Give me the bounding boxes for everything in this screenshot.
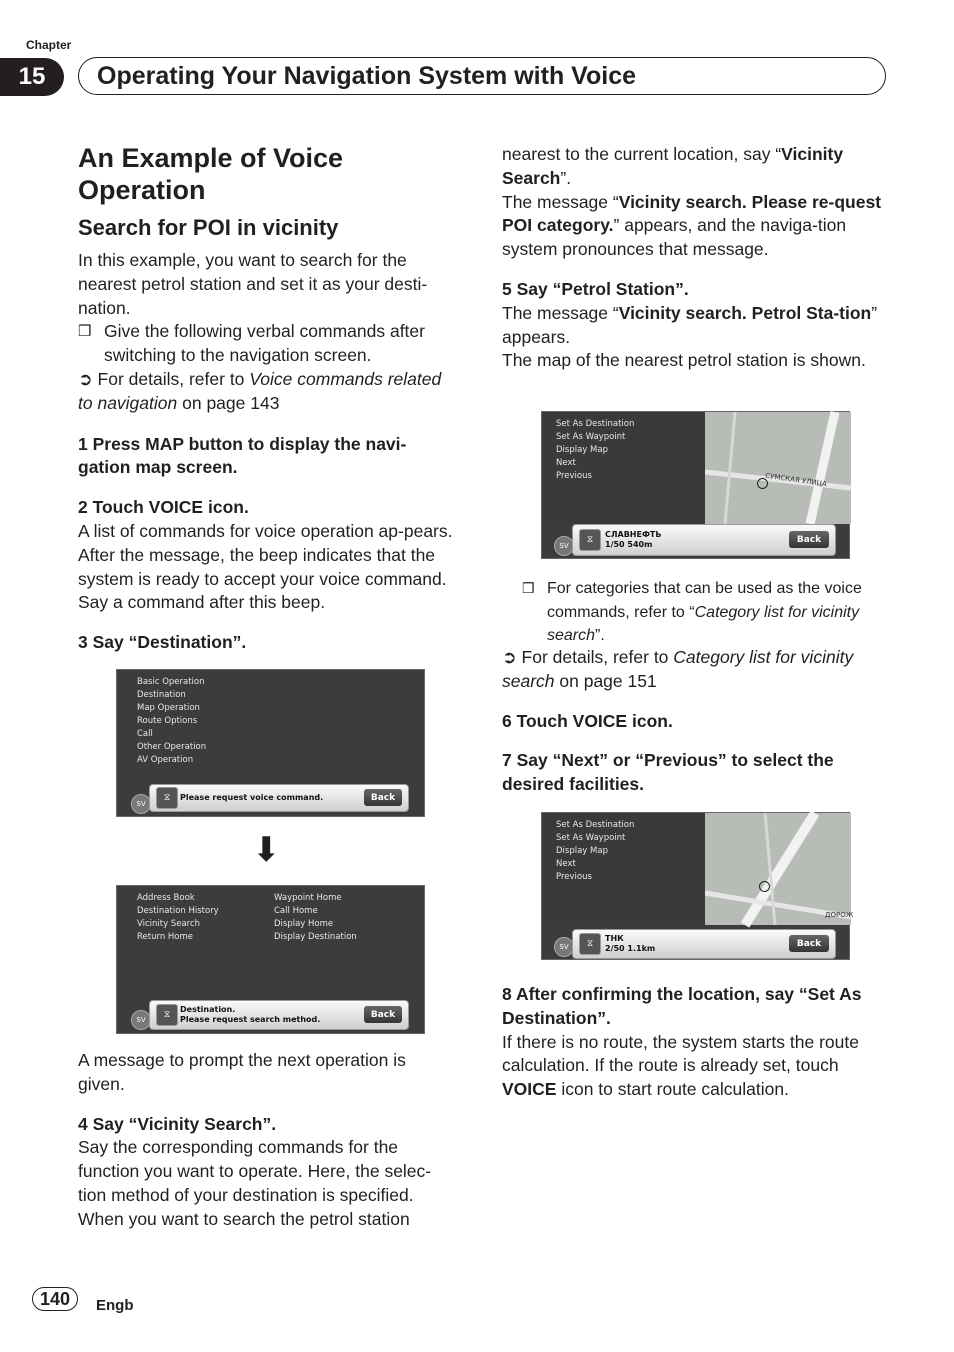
message-text — [180, 1005, 320, 1025]
text-span: For categories that can be used as the voice commands, refer to “ — [547, 580, 862, 621]
step-2: 2 Touch VOICE icon. — [78, 497, 249, 518]
poi-name: СЛАВНЕФТЬ — [605, 530, 662, 539]
message-bar — [149, 784, 409, 812]
map-area — [705, 412, 851, 524]
poi-menu-list — [556, 819, 634, 884]
voice-badge-icon: SV — [131, 1010, 151, 1030]
menu-panel — [542, 813, 705, 925]
poi-info — [605, 530, 661, 550]
vicinity-paragraph — [502, 143, 892, 191]
menu-item: AV Operation — [137, 755, 194, 765]
poi-info — [605, 934, 655, 954]
menu-item: Vicinity Search — [137, 919, 201, 929]
chapter-label: Chapter — [26, 38, 72, 52]
note-text — [547, 577, 892, 648]
menu-item: Other Operation — [137, 742, 207, 752]
menu-item[interactable]: Set As Destination — [556, 820, 635, 830]
step-1: 1 Press MAP button to display the navi-gation map screen. — [78, 433, 407, 478]
message-paragraph-1 — [502, 191, 892, 262]
text-span: ” appears, and the naviga-tion system pronounces that message. — [502, 215, 847, 260]
note-box-icon: ❒ — [522, 580, 535, 596]
menu-item: Map Operation — [137, 703, 200, 713]
section-subheading: Search for POI in vicinity — [78, 215, 339, 240]
map-roads — [705, 813, 854, 925]
voice-badge-icon: SV — [554, 536, 574, 556]
message-paragraph-2 — [502, 302, 892, 350]
right-column — [502, 143, 892, 373]
text-span: If there is no route, the system starts the route calculation. If the route is already set, touch — [502, 1031, 859, 1076]
text-span: nearest to the current location, say “ — [502, 144, 782, 164]
menu-item[interactable]: Next — [556, 859, 576, 869]
chapter-title-text: Operating Your Navigation System with Voice — [97, 61, 637, 90]
menu-item[interactable]: Set As Waypoint — [556, 432, 626, 442]
route-calc-paragraph — [502, 1031, 892, 1102]
bold-span: Vicinity search. Please re-quest POI category. — [502, 191, 882, 236]
map-shown-paragraph: The map of the nearest petrol station is shown. — [502, 350, 866, 371]
menu-item: Basic Operation — [137, 677, 205, 687]
note-item — [522, 577, 892, 648]
step-4-text: Say the corresponding commands for the function you want to operate. Here, the selec-tion method of your destination is specified. When you want to search the petrol station — [78, 1137, 432, 1229]
text-span: ”. — [560, 167, 572, 188]
message-text: Please request voice command. — [180, 793, 324, 802]
arrow-icon: ➲ — [78, 368, 93, 389]
back-button[interactable]: Back — [789, 935, 829, 952]
menu-item[interactable]: Previous — [556, 471, 592, 481]
step-8: 8 After confirming the location, say “Set As Destination”. — [502, 984, 862, 1028]
map-area — [705, 813, 854, 925]
voice-icon: ⧖ — [156, 787, 178, 809]
section-heading: An Example of Voice Operation — [78, 143, 344, 205]
menu-item: Call Home — [274, 906, 318, 916]
right-note-block — [522, 577, 892, 648]
menu-item: Display Home — [274, 919, 334, 929]
menu-item[interactable]: Display Map — [556, 846, 608, 856]
menu-item: Destination History — [137, 906, 219, 916]
message-line-1: Destination. — [180, 1005, 236, 1014]
screenshot-poi-map-1 — [541, 411, 850, 559]
voice-menu-list — [137, 676, 206, 767]
menu-item[interactable]: Next — [556, 458, 576, 468]
poi-distance: 2/50 1.1km — [605, 944, 656, 953]
arrow-icon: ➲ — [502, 647, 517, 667]
text-span: The message “ — [502, 302, 619, 323]
street-label: СУМСКАЯ УЛИЦА — [764, 471, 828, 489]
menu-item: Destination — [137, 690, 186, 700]
destination-menu-col1 — [137, 892, 219, 944]
chapter-number: 15 — [0, 58, 64, 96]
bold-span: VOICE — [502, 1079, 557, 1100]
step-5: 5 Say “Petrol Station”. — [502, 278, 689, 299]
down-arrow-icon: ⬇ — [252, 831, 281, 869]
text-span: ” appears. — [502, 302, 878, 347]
screenshot-voice-command-menu — [116, 669, 425, 817]
right-column-mid — [502, 646, 892, 797]
poi-info-bar — [572, 524, 836, 556]
reference-prefix: For details, refer to — [97, 368, 250, 389]
screenshot-poi-map-2 — [541, 812, 854, 960]
note-item — [78, 320, 456, 368]
step-3: 3 Say “Destination”. — [78, 632, 247, 653]
voice-badge-icon: SV — [554, 937, 574, 957]
message-bar — [149, 1000, 409, 1030]
menu-item[interactable]: Set As Waypoint — [556, 833, 626, 843]
step-7: 7 Say “Next” or “Previous” to select the desired facilities. — [502, 750, 834, 795]
left-column-lower — [78, 1049, 456, 1232]
step-2-text: A list of commands for voice operation ap-pears. After the message, the beep indicates that the system is ready to accept your voice command. Say a command after this beep. — [78, 520, 453, 613]
language-label: Engb — [96, 1297, 134, 1314]
street-label: ДОРОЖ — [825, 911, 854, 919]
voice-icon: ⧖ — [579, 933, 601, 955]
voice-icon: ⧖ — [156, 1004, 178, 1026]
map-roads — [705, 412, 851, 524]
poi-name: ТНК — [605, 934, 624, 943]
step-4: 4 Say “Vicinity Search”. — [78, 1113, 277, 1134]
poi-menu-list — [556, 418, 634, 483]
reference-line — [502, 646, 892, 694]
destination-menu-col2 — [274, 892, 357, 944]
step-6: 6 Touch VOICE icon. — [502, 710, 673, 731]
back-button[interactable]: Back — [364, 789, 402, 806]
menu-item: Address Book — [137, 893, 195, 903]
menu-item[interactable]: Previous — [556, 872, 592, 882]
menu-item[interactable]: Set As Destination — [556, 419, 635, 429]
back-button[interactable]: Back — [364, 1006, 402, 1023]
note-link[interactable]: Category list for vicinity search — [547, 603, 860, 645]
screenshot-destination-menu — [116, 885, 425, 1034]
bold-span: Vicinity Search — [502, 144, 844, 188]
voice-icon: ⧖ — [579, 529, 601, 551]
reference-prefix: For details, refer to — [521, 647, 674, 667]
left-column — [78, 249, 456, 655]
intro-paragraph: In this example, you want to search for the nearest petrol station and set it as your desti-nation. — [78, 250, 428, 318]
message-line-2: Please request search method. — [180, 1015, 321, 1024]
reference-link[interactable]: Voice commands related to navigation — [78, 368, 442, 413]
poi-marker-icon[interactable] — [757, 478, 768, 489]
chapter-title — [78, 57, 886, 95]
menu-item[interactable]: Display Map — [556, 445, 608, 455]
text-span: icon to start route calculation. — [556, 1079, 789, 1100]
menu-item: Return Home — [137, 932, 194, 942]
back-button[interactable]: Back — [789, 531, 829, 548]
right-column-lower — [502, 983, 892, 1102]
prompt-paragraph: A message to prompt the next operation is given. — [78, 1050, 406, 1094]
reference-link[interactable]: Category list for vicinity search — [502, 647, 854, 691]
reference-suffix: on page 143 — [177, 392, 280, 413]
poi-info-bar — [572, 929, 836, 959]
menu-item: Display Destination — [274, 932, 357, 942]
menu-panel — [542, 412, 705, 524]
menu-item: Waypoint Home — [274, 893, 342, 903]
menu-item: Route Options — [137, 716, 198, 726]
text-span: The message “ — [502, 191, 619, 212]
poi-marker-icon[interactable] — [759, 881, 770, 892]
bold-span: Vicinity search. Petrol Sta-tion — [618, 302, 872, 323]
reference-suffix: on page 151 — [554, 670, 657, 691]
menu-item: Call — [137, 729, 153, 739]
note-text: Give the following verbal commands after switching to the navigation screen. — [104, 321, 425, 366]
voice-badge-icon: SV — [131, 794, 151, 814]
note-box-icon: ❒ — [78, 323, 92, 341]
page-number: 140 — [32, 1287, 78, 1311]
text-span: ”. — [595, 627, 605, 645]
reference-line — [78, 368, 456, 416]
poi-distance: 1/50 540m — [605, 540, 653, 549]
